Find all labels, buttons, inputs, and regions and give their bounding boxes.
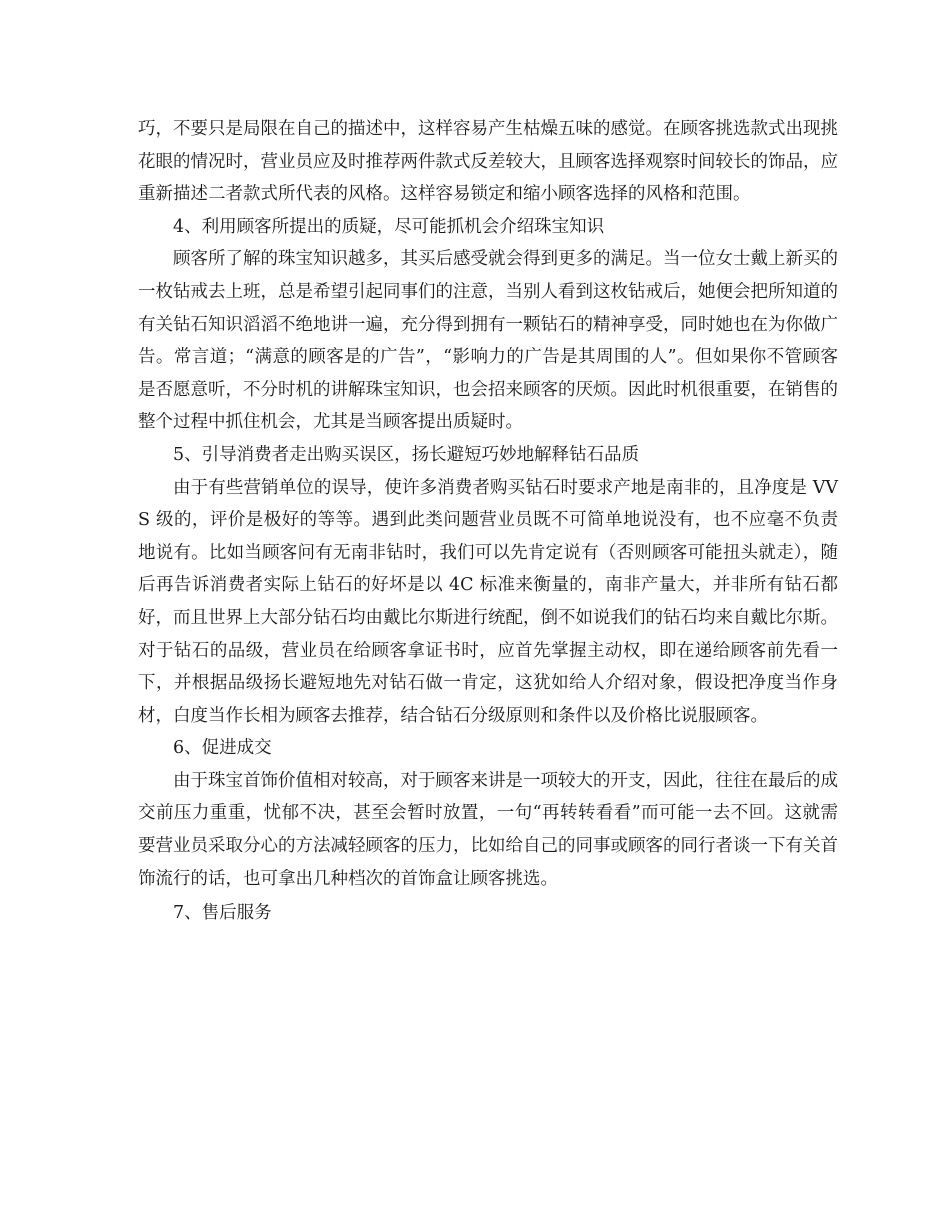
section-heading-4: 4、利用顾客所提出的质疑，尽可能抓机会介绍珠宝知识 [173, 216, 605, 237]
paragraph-section-5: 由于有些营销单位的误导，使许多消费者购买钻石时要求产地是南非的，且净度是 VVS 级的，评价是极好的等等。遇到此类问题营业员既不可简单地说没有，也不应毫不负责地说有。比如当顾客问有无南非钻时，我们可以先肯定说有（否则顾客可能扭头就走），随后再告诉消费者实际上钻石的好坏是以 4C 标准来衡量的，南非产量大，并非所有钻石都好，而且世界上大部分钻石均由戴比尔斯进行统配，倒不如说我们的钻石均来自戴比尔斯。对于钻石的品级，营业员在给顾客拿证书时，应首先掌握主动权，即在递给顾客前先看一下，并根据品级扬长避短地先对钻石做一肯定，这犹如给人介绍对象，假设把净度当作身材，白度当作长相为顾客去推荐，结合钻石分级原则和条件以及价格比说服顾客。 [138, 477, 838, 726]
document-page [138, 113, 838, 930]
section-heading-7: 7、售后服务 [173, 903, 272, 924]
section-heading-5: 5、引导消费者走出购买误区，扬长避短巧妙地解释钻石品质 [173, 444, 640, 465]
section-heading-6: 6、促进成交 [173, 738, 272, 759]
paragraph-section-4: 顾客所了解的珠宝知识越多，其买后感受就会得到更多的满足。当一位女士戴上新买的一枚钻戒去上班，总是希望引起同事们的注意，当别人看到这枚钻戒后，她便会把所知道的有关钻石知识滔滔不绝地讲一遍，充分得到拥有一颗钻石的精神享受，同时她也在为你做广告。常言道；“满意的顾客是的广告”，“影响力的广告是其周围的人”。但如果你不管顾客是否愿意听，不分时机的讲解珠宝知识，也会招来顾客的厌烦。因此时机很重要，在销售的整个过程中抓住机会，尤其是当顾客提出质疑时。 [138, 249, 838, 433]
paragraph-section-6: 由于珠宝首饰价值相对较高，对于顾客来讲是一项较大的开支，因此，往往在最后的成交前压力重重，忧郁不决，甚至会暂时放置，一句“再转转看看”而可能一去不回。这就需要营业员采取分心的方法减轻顾客的压力，比如给自己的同事或顾客的同行者谈一下有关首饰流行的话，也可拿出几种档次的首饰盒让顾客挑选。 [138, 770, 838, 889]
paragraph-continuation: 巧，不要只是局限在自己的描述中，这样容易产生枯燥五味的感觉。在顾客挑选款式出现挑花眼的情况时，营业员应及时推荐两件款式反差较大，且顾客选择观察时间较长的饰品，应重新描述二者款式所代表的风格。这样容易锁定和缩小顾客选择的风格和范围。 [138, 119, 838, 205]
